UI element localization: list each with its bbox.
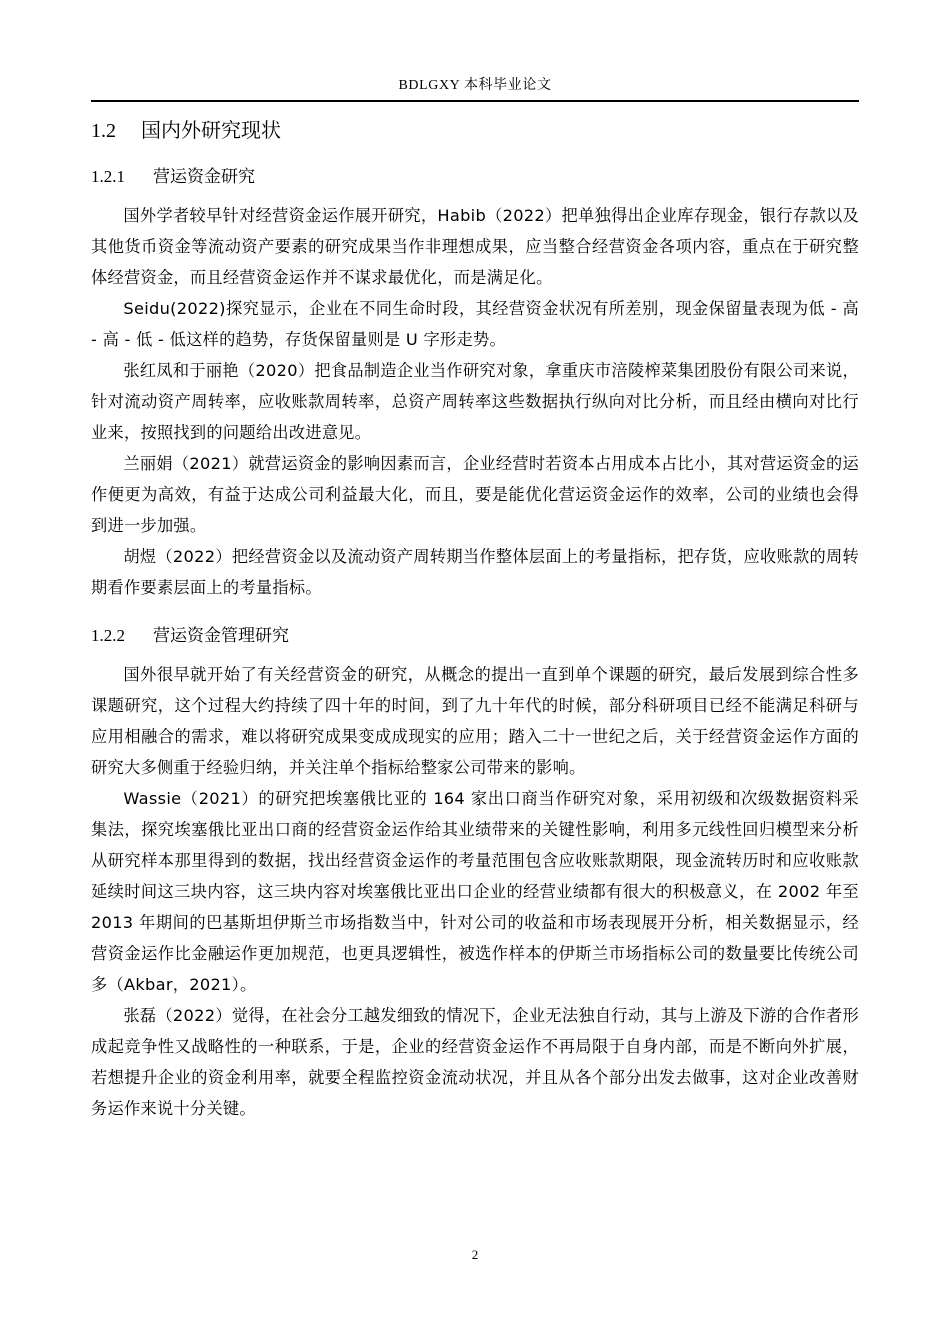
paragraph: 张磊（2022）觉得，在社会分工越发细致的情况下，企业无法独自行动，其与上游及下游的合作者形成起竞争性又战略性的一种联系，于是，企业的经营资金运作不再局限于自身内部，而是不断向外扩展，若想提升企业的资金利用率，就要全程监控资金流动状况，并且从各个部分出发去做事，这对企业改善财务运作来说十分关键。	[91, 1006, 859, 1118]
section-number: 1.2	[91, 120, 116, 142]
paragraph: 国外学者较早针对经营资金运作展开研究，Habib（2022）把单独得出企业库存现金，银行存款以及其他货币资金等流动资产要素的研究成果当作非理想成果，应当整合经营资金各项内容，重点在于研究整体经营资金，而且经营资金运作并不谋求最优化，而是满足化。	[91, 206, 859, 287]
paragraph: 国外很早就开始了有关经营资金的研究，从概念的提出一直到单个课题的研究，最后发展到综合性多课题研究，这个过程大约持续了四十年的时间，到了九十年代的时候，部分科研项目已经不能满足科研与应用相融合的需求，难以将研究成果变成成现实的应用；踏入二十一世纪之后，关于经营资金运作方面的研究大多侧重于经验归纳，并关注单个指标给整家公司带来的影响。	[91, 665, 859, 777]
subsection-title-1: 营运资金研究	[153, 167, 255, 187]
paragraph: 胡煜（2022）把经营资金以及流动资产周转期当作整体层面上的考量指标，把存货，应收账款的周转期看作要素层面上的考量指标。	[91, 547, 859, 597]
paragraph: 张红凤和于丽艳（2020）把食品制造企业当作研究对象，拿重庆市涪陵榨菜集团股份有限公司来说，针对流动资产周转率，应收账款周转率，总资产周转率这些数据执行纵向对比分析，而且经由横向对比行业来，按照找到的问题给出改进意见。	[91, 361, 859, 442]
running-header: BDLGXY 本科毕业论文	[398, 78, 552, 93]
section-heading	[91, 112, 859, 149]
subsection-number-1: 1.2.1	[91, 167, 125, 186]
paragraph: 兰丽娟（2021）就营运资金的影响因素而言，企业经营时若资本占用成本占比小，其对营运资金的运作便更为高效，有益于达成公司利益最大化，而且，要是能优化营运资金运作的效率，公司的业绩也会得到进一步加强。	[91, 454, 859, 535]
paragraph: Wassie（2021）的研究把埃塞俄比亚的 164 家出口商当作研究对象，采用初级和次级数据资料采集法，探究埃塞俄比亚出口商的经营资金运作给其业绩带来的关键性影响，利用多元线性回归模型来分析从研究样本那里得到的数据，找出经营资金运作的考量范围包含应收账款期限，现金流转历时和应收账款延续时间这三块内容，这三块内容对埃塞俄比亚出口企业的经营业绩都有很大的积极意义，在 2002 年至 2013 年期间的巴基斯坦伊斯兰市场指数当中，针对公司的收益和市场表现展开分析，相关数据显示，经营资金运作比金融运作更加规范，也更具逻辑性，被选作样本的伊斯兰市场指标公司的数量要比传统公司多（Akbar，2021）。	[91, 789, 859, 994]
paragraph: Seidu(2022)探究显示，企业在不同生命时段，其经营资金状况有所差别，现金保留量表现为低 - 高 - 高 - 低 - 低这样的趋势，存货保留量则是 U 字形走势。	[91, 299, 859, 349]
section-title: 国内外研究现状	[141, 118, 281, 142]
page-content	[91, 112, 859, 1124]
subsection-heading-2	[91, 619, 859, 653]
subsection-heading-1	[91, 160, 859, 194]
header-rule	[91, 100, 859, 102]
subsection-title-2: 营运资金管理研究	[153, 626, 289, 646]
page-number: 2	[471, 1247, 479, 1262]
subsection-number-2: 1.2.2	[91, 626, 125, 645]
